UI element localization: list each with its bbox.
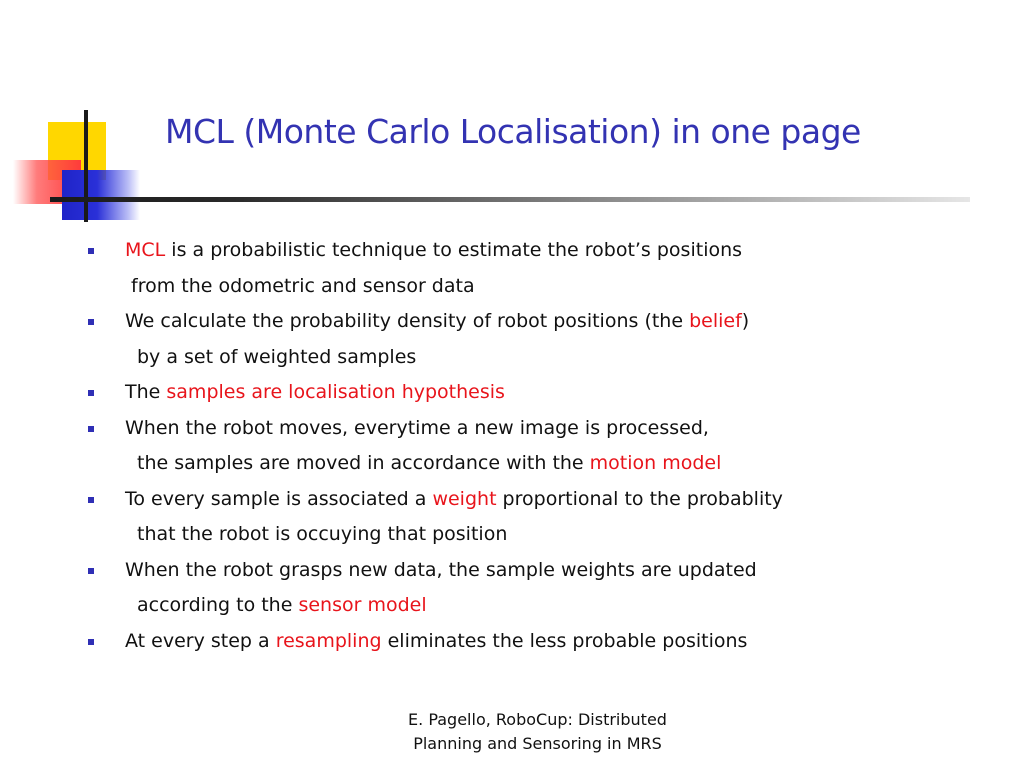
footer-line-2: Planning and Sensoring in MRS: [413, 734, 662, 753]
text-segment: that the robot is occuying that position: [137, 523, 508, 545]
highlighted-term: belief: [689, 310, 742, 332]
vertical-rule-decoration: [84, 110, 88, 222]
bullet-text: [137, 344, 416, 370]
bullet-text: [125, 237, 742, 263]
bullet-text: [125, 308, 749, 334]
bullet-square-icon: [88, 639, 94, 645]
highlighted-term: sensor model: [298, 594, 427, 616]
bullet-text: [125, 557, 757, 583]
bullet-text: [125, 486, 783, 512]
text-segment: the samples are moved in accordance with the: [137, 452, 590, 474]
highlighted-term: MCL: [125, 239, 166, 261]
text-segment: is a probabilistic technique to estimate the robot’s positions: [165, 239, 743, 261]
bullet-text: [125, 628, 747, 654]
slide-footer: [380, 708, 695, 756]
text-segment: The: [125, 381, 167, 403]
bullet-text: [125, 379, 505, 405]
text-segment: proportional to the probablity: [496, 487, 783, 510]
text-segment: according to the: [137, 594, 299, 616]
bullet-square-icon: [88, 568, 94, 574]
highlighted-term: weight: [432, 487, 497, 510]
bullet-text: [137, 521, 507, 547]
text-segment: eliminates the less probable positions: [381, 629, 748, 652]
text-segment: When the robot grasps new data, the sample weights are updated: [125, 558, 757, 581]
highlighted-term: samples are localisation hypothesis: [166, 381, 505, 403]
bullet-square-icon: [88, 319, 94, 325]
text-segment: ): [741, 310, 750, 332]
bullet-text: [137, 592, 427, 618]
blue-gradient-decoration: [62, 170, 140, 220]
highlighted-term: resampling: [275, 629, 382, 652]
bullet-square-icon: [88, 390, 94, 396]
bullet-square-icon: [88, 497, 94, 503]
footer-line-1: E. Pagello, RoboCup: Distributed: [408, 710, 667, 729]
text-segment: At every step a: [125, 629, 276, 652]
text-segment: from the odometric and sensor data: [131, 274, 475, 297]
highlighted-term: motion model: [589, 452, 722, 474]
bullet-square-icon: [88, 426, 94, 432]
text-segment: To every sample is associated a: [125, 487, 433, 510]
bullet-square-icon: [88, 248, 94, 254]
text-segment: When the robot moves, everytime a new image is processed,: [125, 416, 709, 439]
title-underline-rule: [50, 197, 970, 202]
bullet-text: [137, 450, 721, 476]
text-segment: We calculate the probability density of robot positions (the: [125, 310, 690, 332]
bullet-text: [125, 415, 709, 441]
text-segment: by a set of weighted samples: [137, 345, 417, 368]
slide-title: MCL (Monte Carlo Localisation) in one page: [165, 112, 861, 151]
bullet-text: [131, 273, 475, 299]
